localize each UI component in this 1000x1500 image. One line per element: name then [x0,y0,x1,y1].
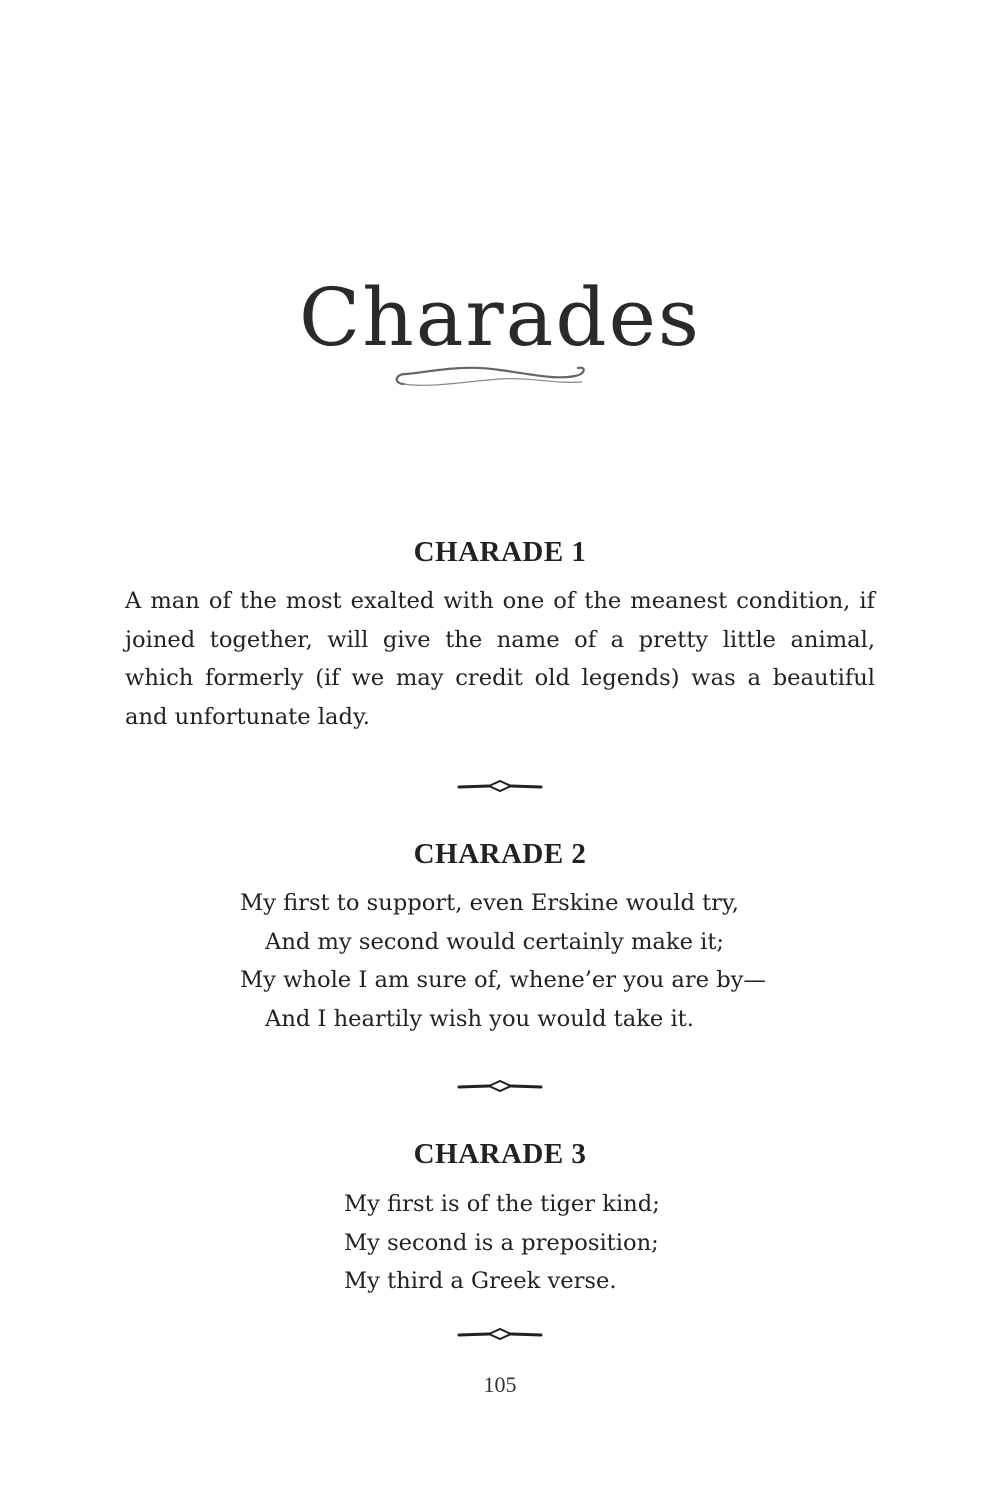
charade-3-heading: CHARADE 3 [413,1138,587,1170]
verse-line: My second is a preposition; [344,1229,659,1256]
title-swash-ornament [390,362,590,394]
verse-line: My whole I am sure of, whene’er you are by— [240,967,767,993]
section-divider-ornament [455,1078,545,1094]
charade-3-verse [344,1185,660,1301]
charade-1-heading: CHARADE 1 [413,536,587,568]
verse-line: My third a Greek verse. [344,1268,617,1294]
section-divider-ornament [455,1326,545,1342]
verse-line: And I heartily wish you would take it. [265,1005,694,1032]
charade-2-heading: CHARADE 2 [413,838,587,870]
charade-1-text: A man of the most exalted with one of the meanest condition, if joined together, will give the name of a pretty little animal, which formerly (if we may credit old legends) was a beautiful and unfortunate lady. [125,588,875,730]
verse-line: My first to support, even Erskine would try, [240,890,739,916]
verse-line: And my second would certainly make it; [265,928,725,955]
page-number: 105 [483,1372,517,1397]
chapter-title: Charades [299,271,701,364]
charade-2-verse [240,884,766,1038]
verse-line: My first is of the tiger kind; [344,1191,660,1217]
section-divider-ornament [455,778,545,794]
